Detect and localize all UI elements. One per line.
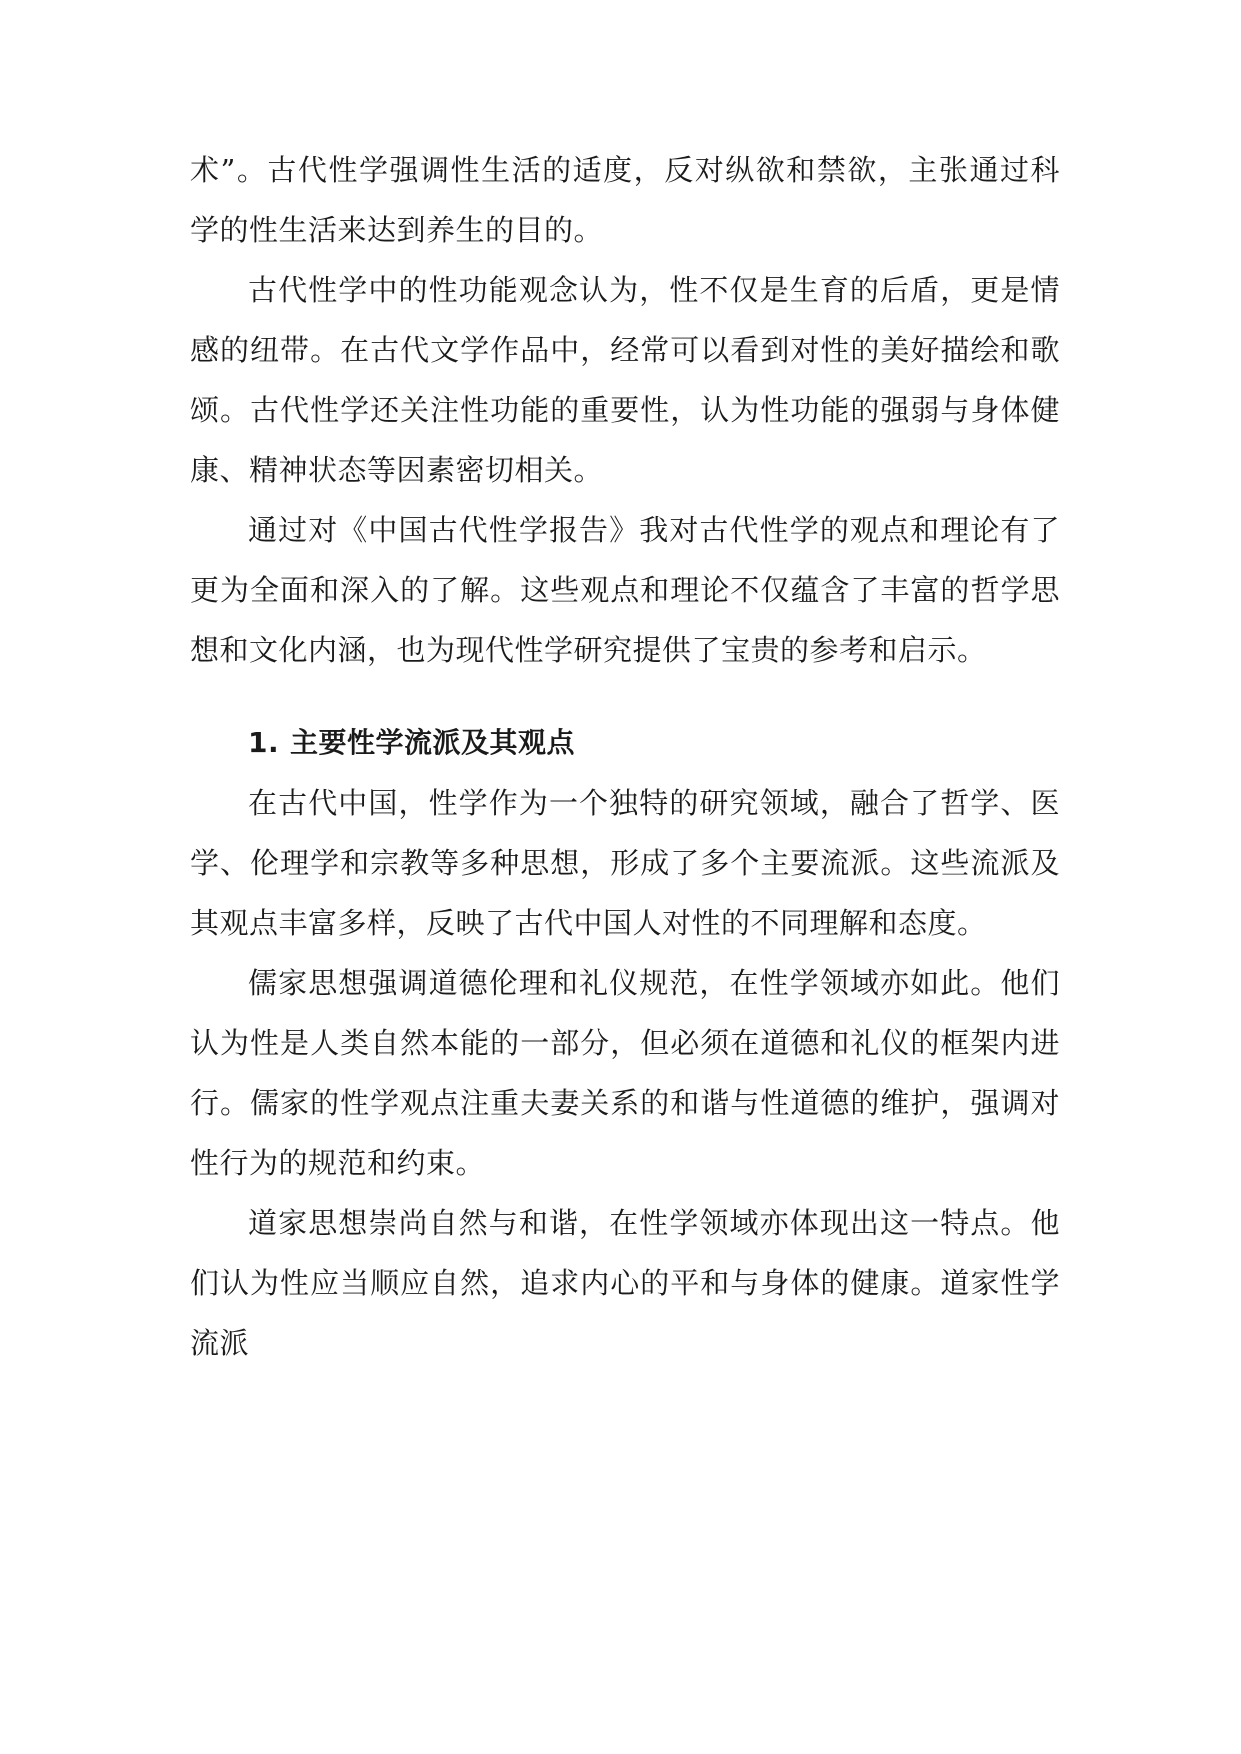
document-body bbox=[190, 140, 1060, 1373]
paragraph-schools-intro: 在古代中国，性学作为一个独特的研究领域，融合了哲学、医学、伦理学和宗教等多种思想，形成了多个主要流派。这些流派及其观点丰富多样，反映了古代中国人对性的不同理解和态度。 bbox=[190, 786, 1060, 940]
paragraph-confucian: 儒家思想强调道德伦理和礼仪规范，在性学领域亦如此。他们认为性是人类自然本能的一部分，但必须在道德和礼仪的框架内进行。儒家的性学观点注重夫妻关系的和谐与性道德的维护，强调对性行为的规范和约束。 bbox=[190, 966, 1060, 1180]
paragraph-continuation: 术”。古代性学强调性生活的适度，反对纵欲和禁欲，主张通过科学的性生活来达到养生的目的。 bbox=[190, 153, 1060, 247]
section-title: 主要性学流派及其观点 bbox=[290, 726, 576, 759]
paragraph-report-summary: 通过对《中国古代性学报告》我对古代性学的观点和理论有了更为全面和深入的了解。这些观点和理论不仅蕴含了丰富的哲学思想和文化内涵，也为现代性学研究提供了宝贵的参考和启示。 bbox=[190, 513, 1060, 667]
paragraph-taoist: 道家思想崇尚自然与和谐，在性学领域亦体现出这一特点。他们认为性应当顺应自然，追求内心的平和与身体的健康。道家性学流派 bbox=[190, 1206, 1060, 1360]
paragraph-sexual-function: 古代性学中的性功能观念认为，性不仅是生育的后盾，更是情感的纽带。在古代文学作品中，经常可以看到对性的美好描绘和歌颂。古代性学还关注性功能的重要性，认为性功能的强弱与身体健康、精神状态等因素密切相关。 bbox=[190, 273, 1060, 487]
section-number: 1. bbox=[248, 726, 280, 759]
section-heading bbox=[190, 713, 1060, 773]
